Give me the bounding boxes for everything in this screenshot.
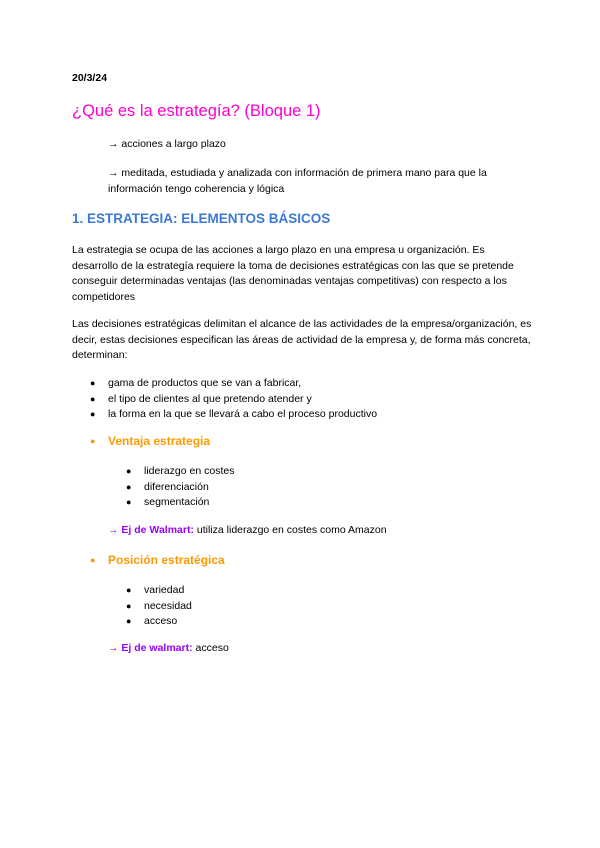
intro-note-2: → meditada, estudiada y analizada con información de primera mano para que la información tengo coherencia y lógica <box>108 167 487 195</box>
posicion-list <box>126 583 192 630</box>
list-item: ● la forma en la que se llevará a cabo el proceso productivo <box>90 407 377 423</box>
list-item: ● diferenciación <box>126 480 234 496</box>
bullet-icon: ● <box>90 409 96 419</box>
list-item: ● liderazgo en costes <box>126 464 234 480</box>
ventaja-list <box>126 464 234 511</box>
bullet-icon: ● <box>126 616 132 626</box>
list-item: ● gama de productos que se van a fabricar, <box>90 376 377 392</box>
list-item: ● el tipo de clientes al que pretendo atender y <box>90 392 377 408</box>
bullet-icon: ● <box>90 555 96 565</box>
bullet-icon: ● <box>126 585 132 595</box>
paragraph-2: Las decisiones estratégicas delimitan el alcance de las actividades de la empresa/organización, es decir, estas decisiones especifican las áreas de actividad de la empresa y, de forma más concreta, determinan: <box>72 318 532 361</box>
posicion-heading: ● Posición estratégica <box>90 553 225 567</box>
ventaja-heading: ● Ventaja estrategia <box>90 434 211 448</box>
bullet-icon: ● <box>126 466 132 476</box>
paragraph-1: La estrategia se ocupa de las acciones a largo plazo en una empresa u organización. Es desarrollo de la estrategía requiere la toma de decisiones estratégicas con las que se pretende conseguir determinadas ventajas (las denominadas ventajas competitivas) con respecto a los competidores <box>72 244 514 303</box>
list-item: ● necesidad <box>126 599 192 615</box>
date-label: 20/3/24 <box>72 72 108 84</box>
walmart-example-1: → Ej de Walmart: utiliza liderazgo en costes como Amazon <box>108 524 387 536</box>
decision-list <box>90 376 377 423</box>
bullet-icon: ● <box>90 436 96 446</box>
section-heading: 1. ESTRATEGIA: ELEMENTOS BÁSICOS <box>72 211 331 226</box>
bullet-icon: ● <box>126 497 132 507</box>
bullet-icon: ● <box>126 481 132 492</box>
page-title: ¿Qué es la estrategía? (Bloque 1) <box>72 102 321 120</box>
bullet-icon: ● <box>90 393 96 404</box>
list-item: ● segmentación <box>126 495 234 511</box>
intro-note-1: → acciones a largo plazo <box>108 138 226 150</box>
list-item: ● variedad <box>126 583 192 599</box>
bullet-icon: ● <box>90 378 96 388</box>
walmart-example-2: → Ej de walmart: acceso <box>108 642 229 654</box>
bullet-icon: ● <box>126 600 132 611</box>
list-item: ● acceso <box>126 614 192 630</box>
